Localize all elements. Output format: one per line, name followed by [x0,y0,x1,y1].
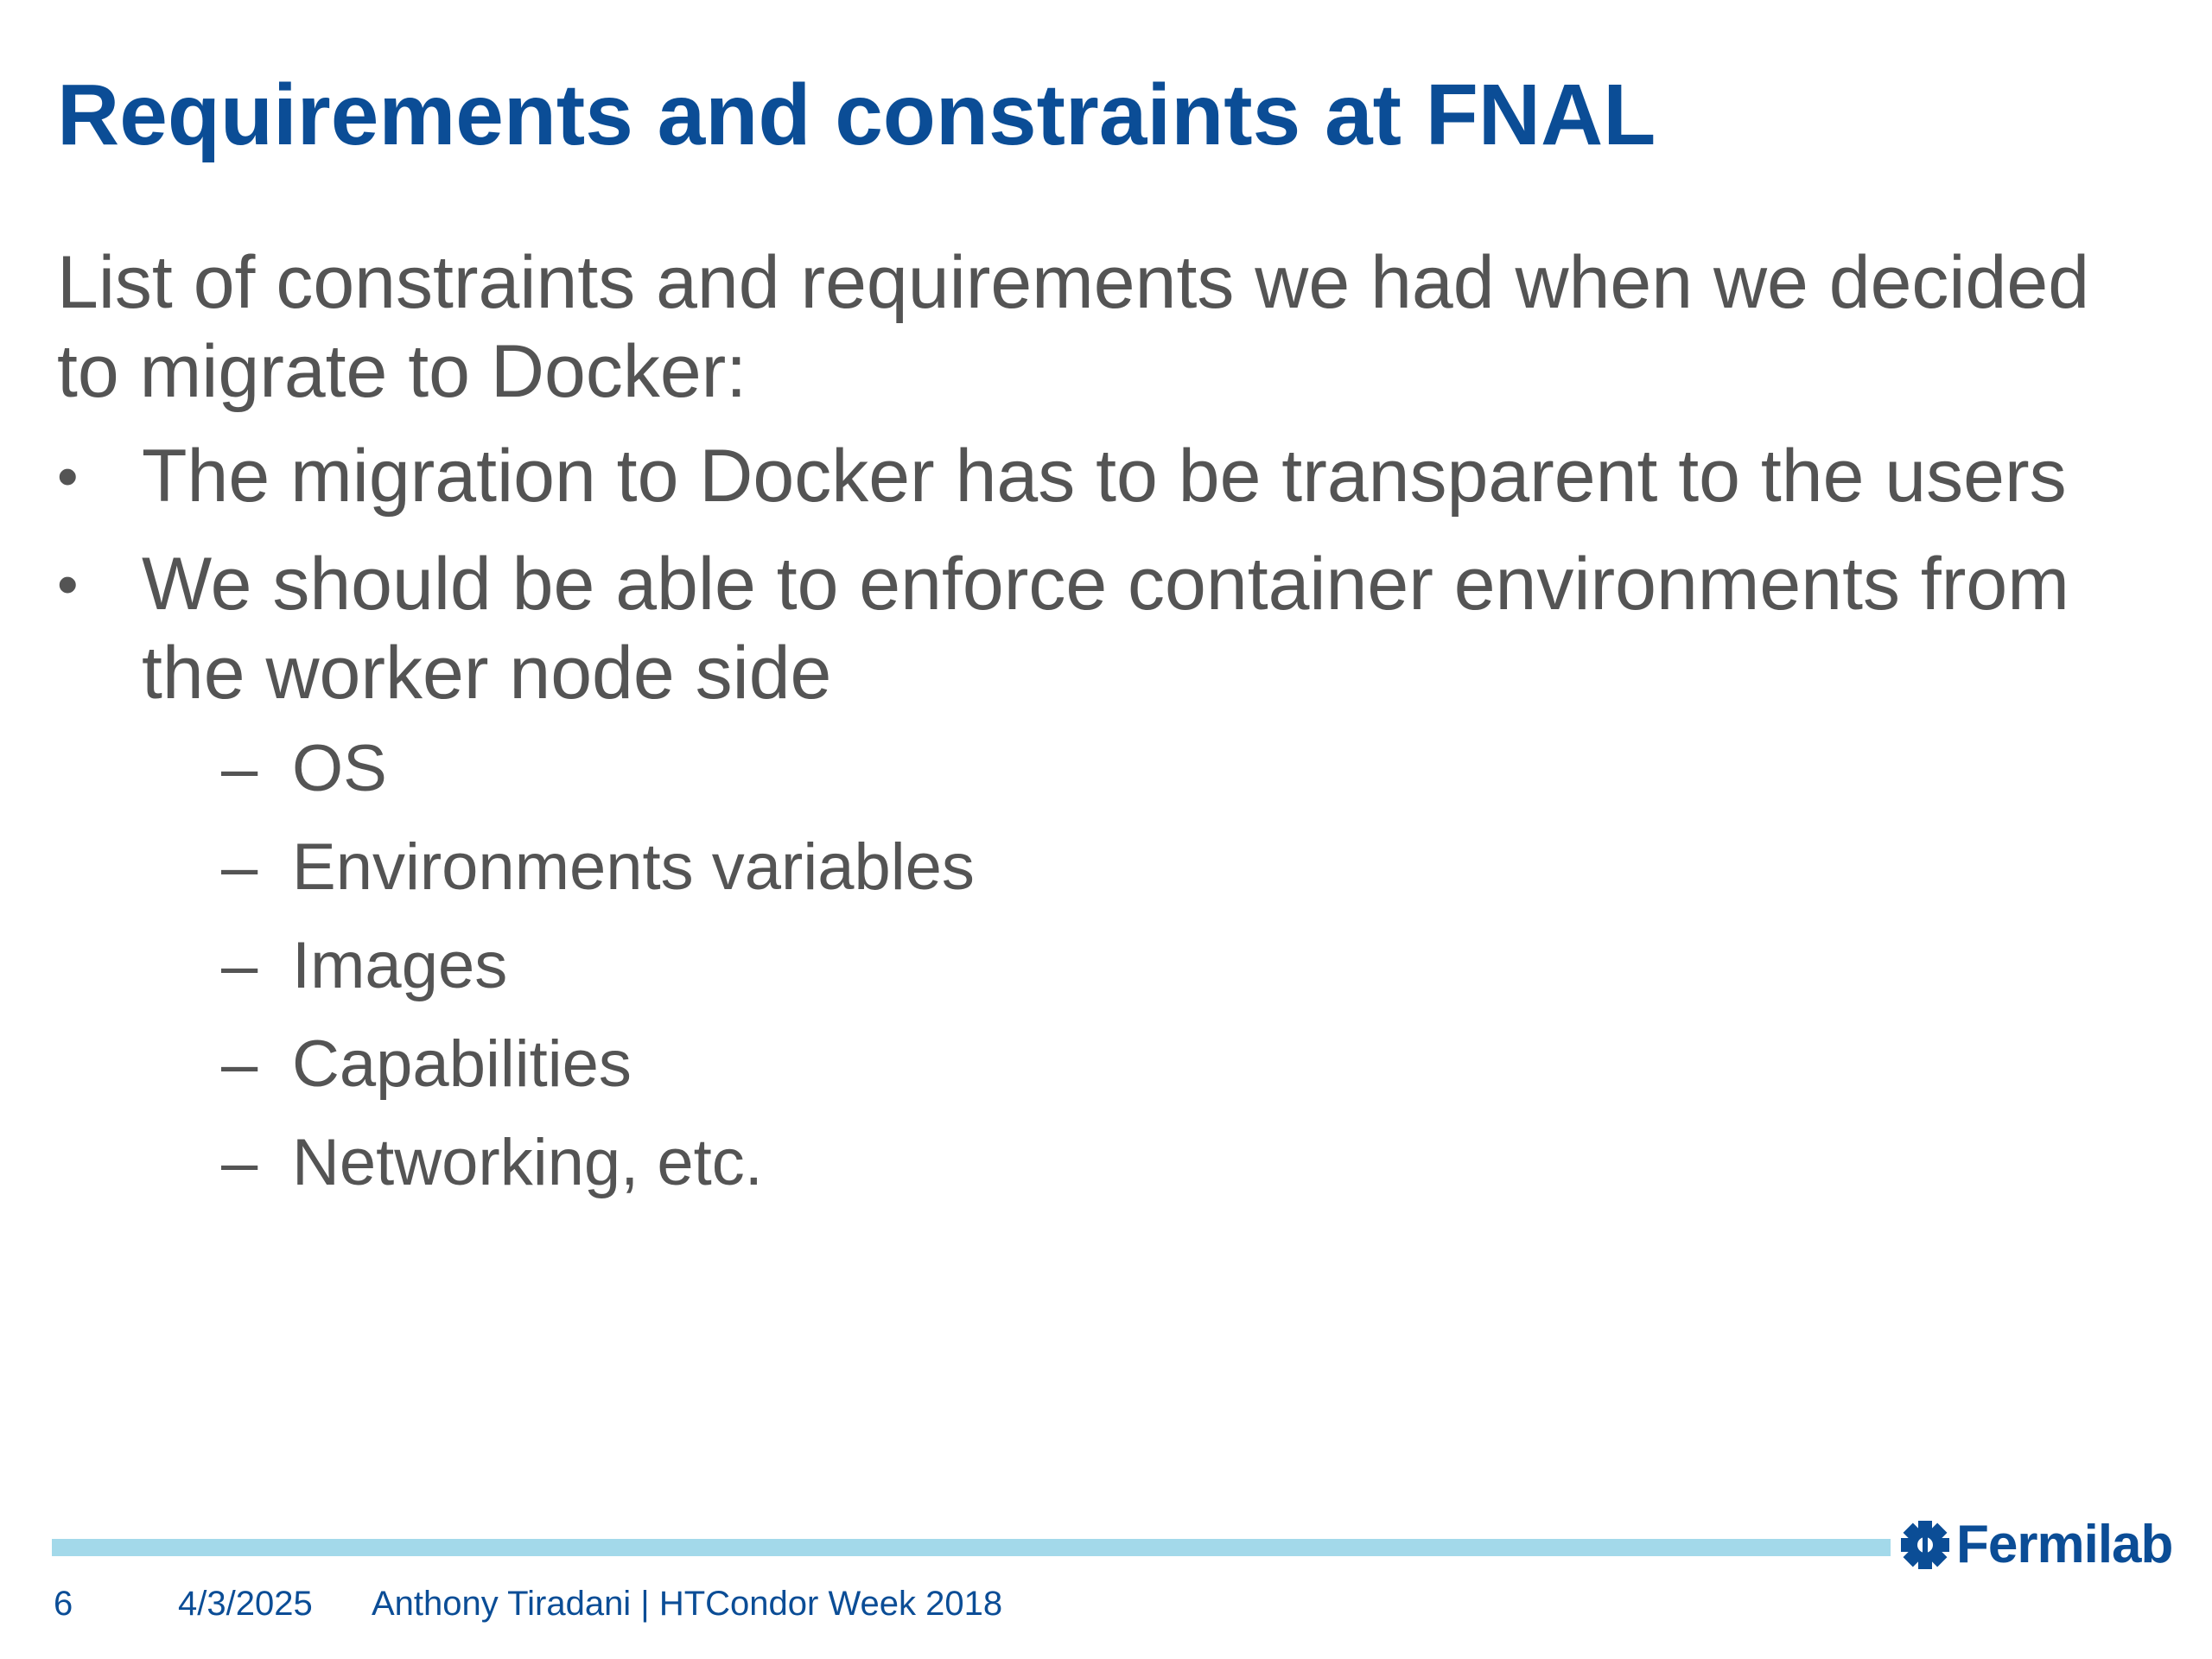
sub-marker: – [221,732,258,805]
footer-divider [52,1539,1891,1556]
bullet-text: The migration to Docker has to be transparent to the users [142,435,2067,518]
sub-marker: – [221,1027,258,1101]
sub-marker: – [221,929,258,1002]
sub-item-text: Environments variables [292,830,975,904]
sub-item [221,1026,2212,1103]
sub-marker: – [221,1126,258,1199]
bullet-item [57,432,2174,521]
sub-item [221,927,2212,1005]
bullet-item [57,540,2174,1202]
page-number: 6 [54,1585,73,1623]
sub-item-text: Capabilities [292,1027,632,1101]
sub-item-text: OS [292,732,387,805]
sub-marker: – [221,830,258,904]
fermilab-logo-icon [1899,1519,1951,1571]
sub-list [221,730,2212,1202]
logo-text: Fermilab [1956,1515,2173,1574]
slide-title: Requirements and constraints at FNAL [57,67,1656,163]
footer-credit: Anthony Tiradani | HTCondor Week 2018 [372,1585,1003,1623]
bullet-marker: • [57,442,79,510]
bullet-text: We should be able to enforce container environments from the worker node side [142,543,2069,715]
fermilab-logo [1899,1514,2172,1575]
bullet-list [57,432,2174,1223]
intro-text: List of constraints and requirements we had when we decided to migrate to Docker: [57,241,2090,413]
bullet-marker: • [57,550,79,618]
sub-item-text: Networking, etc. [292,1126,763,1199]
sub-item-text: Images [292,929,508,1002]
sub-item [221,1124,2212,1202]
footer-date: 4/3/2025 [178,1585,313,1623]
sub-item [221,730,2212,808]
sub-item [221,829,2212,906]
